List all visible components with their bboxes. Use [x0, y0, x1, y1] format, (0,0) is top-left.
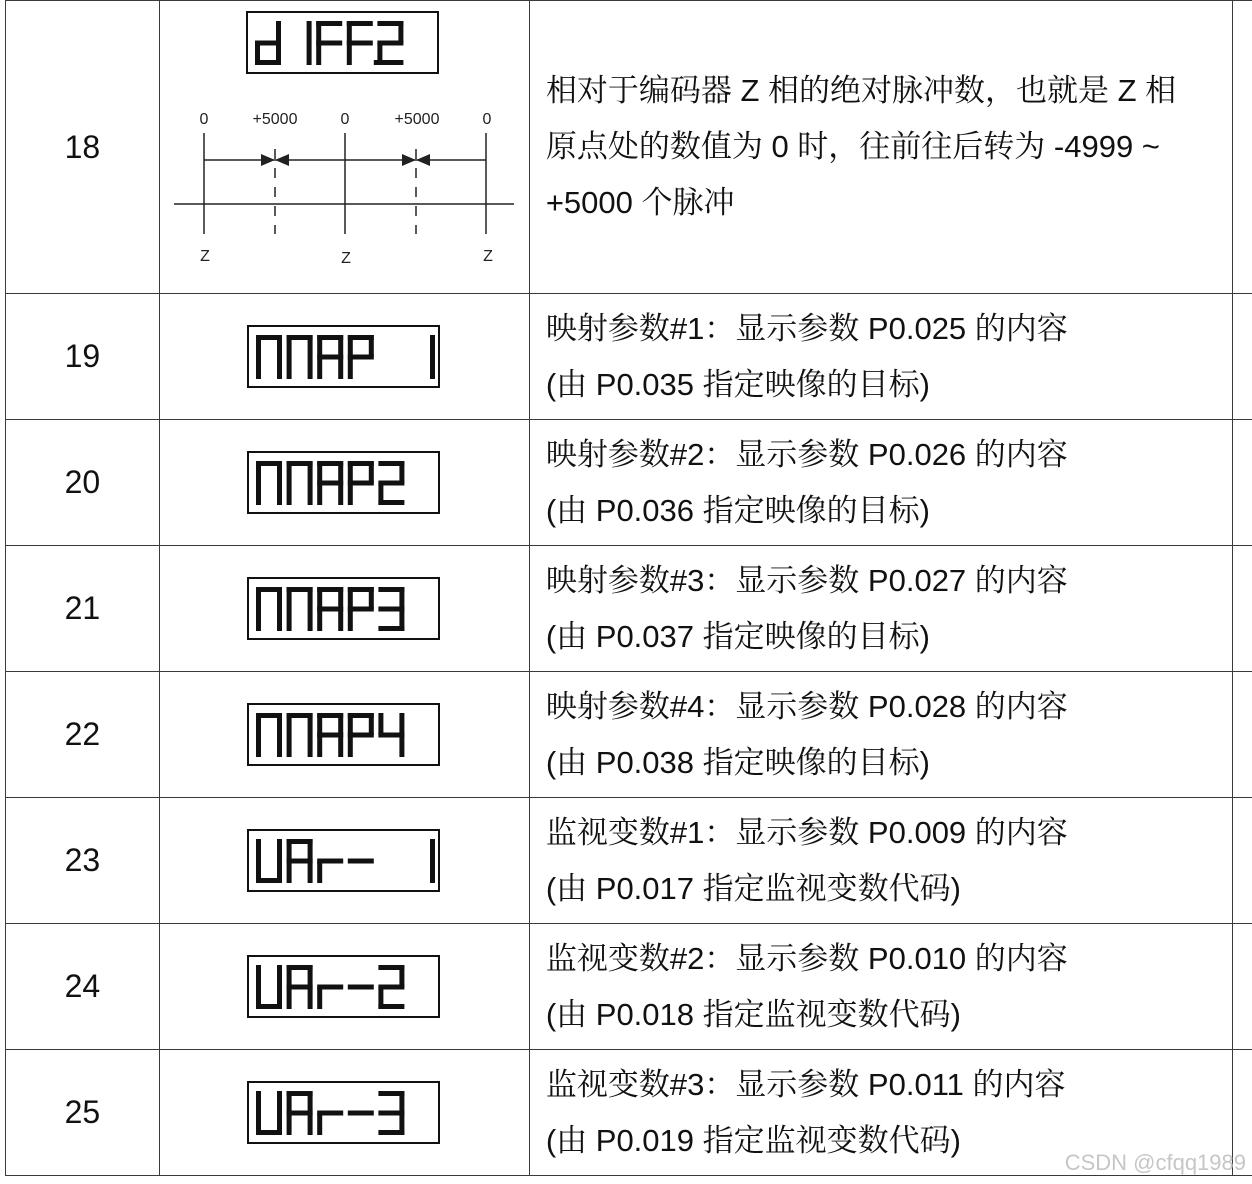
description-line: 映射参数#1：显示参数 P0.025 的内容: [545, 310, 1068, 346]
description-cell: [529, 1, 1232, 294]
lcd-display: [247, 703, 441, 767]
tick-label: 0: [482, 111, 492, 128]
description-line: 映射参数#2：显示参数 P0.026 的内容: [545, 436, 1068, 472]
display-cell: [159, 1050, 529, 1176]
lcd-display: [247, 955, 441, 1019]
edge-cell: [1232, 546, 1252, 672]
description-line: 映射参数#4：显示参数 P0.028 的内容: [545, 688, 1068, 724]
description-cell: [529, 420, 1232, 546]
description-line: (由 P0.017 指定监视变数代码): [545, 870, 961, 906]
lcd-display: [247, 829, 441, 893]
description-cell: [529, 546, 1232, 672]
display-cell: [159, 924, 529, 1050]
description-line: +5000 个脉冲: [545, 185, 735, 220]
description-line: 映射参数#3：显示参数 P0.027 的内容: [545, 562, 1068, 598]
display-cell: [159, 546, 529, 672]
edge-cell: [1232, 294, 1252, 420]
display-cell: [159, 420, 529, 546]
description-cell: [529, 798, 1232, 924]
row-number: 23: [6, 798, 160, 924]
description-cell: [529, 924, 1232, 1050]
lcd-display: [246, 11, 440, 75]
row-number: 18: [6, 1, 160, 294]
tick-label: 0: [340, 111, 350, 128]
display-cell: [159, 798, 529, 924]
table-row: [6, 924, 1252, 1050]
description-cell: [529, 672, 1232, 798]
diff-diagram: [160, 1, 529, 293]
description-line: (由 P0.037 指定映像的目标): [545, 618, 930, 654]
lcd-display: [247, 577, 441, 641]
row-number: 25: [6, 1050, 160, 1176]
description-line: 监视变数#3：显示参数 P0.011 的内容: [545, 1066, 1066, 1102]
description-line: 相对于编码器 Z 相的绝对脉冲数，也就是 Z 相: [545, 73, 1177, 108]
row-number: 22: [6, 672, 160, 798]
description-line: 监视变数#2：显示参数 P0.010 的内容: [545, 940, 1068, 976]
edge-cell: [1232, 798, 1252, 924]
parameter-table: [5, 0, 1252, 1176]
table-row: [6, 672, 1252, 798]
tick-label: +5000: [252, 111, 298, 128]
z-label: Z: [340, 250, 351, 267]
tick-label: +5000: [394, 111, 440, 128]
z-phase-diagram: [160, 101, 529, 271]
row-number: 19: [6, 294, 160, 420]
lcd-display: [247, 451, 441, 515]
table-row: [6, 1, 1252, 294]
table-row: [6, 798, 1252, 924]
edge-cell: [1232, 924, 1252, 1050]
tick-label: 0: [199, 111, 209, 128]
description-cell: [529, 294, 1232, 420]
edge-cell: [1232, 420, 1252, 546]
table-row: [6, 546, 1252, 672]
display-cell: [159, 294, 529, 420]
row-number: 20: [6, 420, 160, 546]
table-row: [6, 294, 1252, 420]
display-cell: [159, 1, 529, 294]
table-row: [6, 420, 1252, 546]
z-label: Z: [199, 248, 210, 265]
row-number: 24: [6, 924, 160, 1050]
edge-cell: [1232, 1, 1252, 294]
description-line: (由 P0.035 指定映像的目标): [545, 366, 930, 402]
z-label: Z: [482, 248, 493, 265]
description-line: 监视变数#1：显示参数 P0.009 的内容: [545, 814, 1068, 850]
lcd-display: [247, 325, 441, 389]
description-line: (由 P0.038 指定映像的目标): [545, 744, 930, 780]
description-line: (由 P0.018 指定监视变数代码): [545, 996, 961, 1032]
description-line: (由 P0.019 指定监视变数代码): [545, 1122, 961, 1158]
row-number: 21: [6, 546, 160, 672]
description-line: (由 P0.036 指定映像的目标): [545, 492, 930, 528]
lcd-display: [247, 1081, 441, 1145]
display-cell: [159, 672, 529, 798]
watermark: CSDN @cfqq1989: [1064, 1150, 1246, 1175]
edge-cell: [1232, 672, 1252, 798]
description-line: 原点处的数值为 0 时，往前往后转为 -4999 ~: [545, 129, 1160, 164]
